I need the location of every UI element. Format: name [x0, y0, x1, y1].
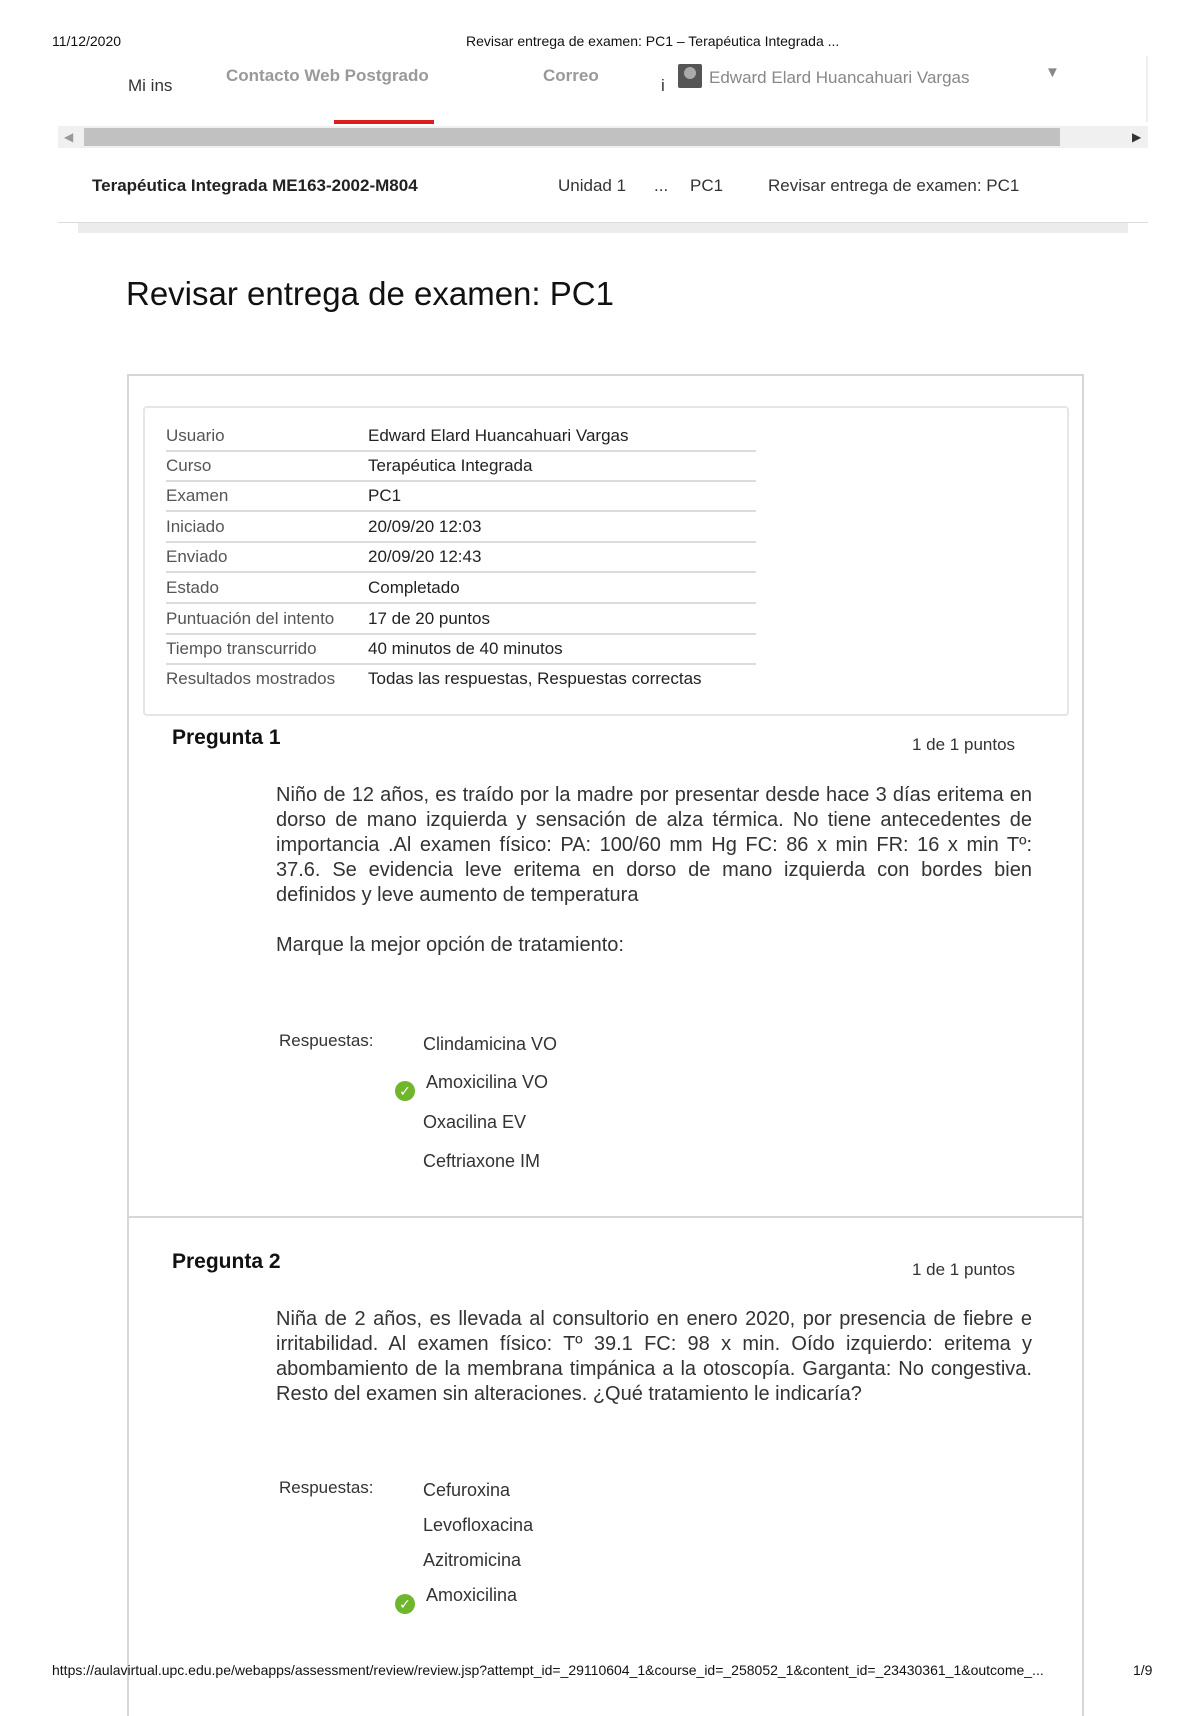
info-value: 20/09/20 12:03 — [368, 517, 482, 536]
info-value: Completado — [368, 578, 460, 597]
info-label: Puntuación del intento — [166, 609, 335, 628]
active-nav-underline — [334, 120, 434, 124]
answer-option: Cefuroxina — [423, 1480, 511, 1500]
info-row-estado — [166, 573, 756, 604]
info-row-enviado — [166, 542, 756, 573]
info-value: Edward Elard Huancahuari Vargas — [368, 426, 629, 445]
scroll-left-icon[interactable]: ◀ — [64, 130, 74, 144]
question-2-points: 1 de 1 puntos — [912, 1260, 1016, 1279]
info-row-resultados — [166, 664, 756, 693]
info-row-usuario — [166, 421, 756, 452]
info-row-puntuacion — [166, 604, 756, 635]
info-label: Tiempo transcurrido — [166, 639, 317, 658]
answer-option: Oxacilina EV — [423, 1112, 527, 1132]
correct-check-icon: ✓ — [395, 1081, 415, 1101]
info-label: Curso — [166, 456, 212, 475]
answer-option-correct: Amoxicilina VO — [426, 1072, 549, 1092]
info-row-curso — [166, 451, 756, 482]
question-divider — [127, 1216, 1082, 1218]
answer-option: Azitromicina — [423, 1550, 522, 1570]
info-label: Iniciado — [166, 517, 225, 536]
breadcrumb-current: Revisar entrega de examen: PC1 — [768, 176, 1020, 195]
breadcrumb — [58, 162, 1148, 223]
answer-option: Clindamicina VO — [423, 1034, 558, 1054]
content-top-bar — [78, 223, 1128, 233]
info-row-tiempo — [166, 634, 756, 665]
info-label: Enviado — [166, 547, 228, 566]
nav-info-marker: i — [661, 76, 665, 95]
scrollbar-thumb[interactable] — [84, 128, 1060, 146]
question-1-title: Pregunta 1 — [172, 726, 281, 749]
question-2-text: Niña de 2 años, es llevada al consultorio en enero 2020, por presencia de fiebre e irritabilidad. Al examen físico: Tº 39.1 FC: 98 x min. Oído izquierdo: eritema y abombamiento de la membrana timpánica a la otoscopía. Garganta: No congestiva. Resto del examen sin alteraciones. ¿Qué tratamiento le indicaría? — [276, 1308, 1032, 1405]
info-value: 20/09/20 12:43 — [368, 547, 482, 566]
nav-edge — [1146, 56, 1148, 122]
info-value: PC1 — [368, 486, 402, 505]
correct-check-icon: ✓ — [395, 1594, 415, 1614]
breadcrumb-course[interactable]: Terapéutica Integrada ME163-2002-M804 — [92, 176, 418, 195]
nav-contacto-web-postgrado[interactable]: Contacto Web Postgrado — [226, 66, 429, 85]
breadcrumb-ellipsis[interactable]: ... — [654, 176, 669, 195]
info-label: Resultados mostrados — [166, 669, 336, 688]
question-2-answers-label: Respuestas: — [279, 1478, 374, 1497]
scroll-right-icon[interactable]: ▶ — [1132, 130, 1142, 144]
breadcrumb-unit[interactable]: Unidad 1 — [558, 176, 627, 195]
info-row-iniciado — [166, 512, 756, 543]
info-value: 17 de 20 puntos — [368, 609, 490, 628]
nav-user-name[interactable]: Edward Elard Huancahuari Vargas — [709, 68, 970, 87]
info-value: Terapéutica Integrada — [368, 456, 533, 475]
question-1-answers-label: Respuestas: — [279, 1031, 374, 1050]
info-row-examen — [166, 481, 756, 512]
answer-option-correct: Amoxicilina — [426, 1585, 518, 1605]
page-title: Revisar entrega de examen: PC1 — [126, 275, 614, 312]
nav-mi-institucion[interactable]: Mi ins — [128, 76, 173, 95]
avatar[interactable] — [678, 64, 702, 88]
answer-option: Levofloxacina — [423, 1515, 534, 1535]
info-label: Usuario — [166, 426, 225, 445]
breadcrumb-pc[interactable]: PC1 — [690, 176, 724, 195]
question-1-points: 1 de 1 puntos — [912, 735, 1016, 754]
print-footer-page: 1/9 — [1133, 1662, 1153, 1678]
info-label: Estado — [166, 578, 219, 597]
question-1-prompt: Marque la mejor opción de tratamiento: — [276, 934, 624, 956]
print-title: Revisar entrega de examen: PC1 – Terapéutica Integrada ... — [466, 33, 840, 49]
chevron-down-icon[interactable]: ▼ — [1045, 64, 1060, 81]
question-2-title: Pregunta 2 — [172, 1250, 281, 1273]
info-label: Examen — [166, 486, 229, 505]
question-1-text: Niño de 12 años, es traído por la madre por presentar desde hace 3 días eritema en dorso de mano izquierda y sensación de alza térmica. No tiene antecedentes de importancia .Al examen físico: PA: 100/60 mm Hg FC: 86 x min FR: 16 x min Tº: 37.6. Se evidencia leve eritema en dorso de mano izquierda con bordes bien definidos y leve aumento de temperatura — [276, 784, 1032, 906]
info-value: Todas las respuestas, Respuestas correctas — [368, 669, 702, 688]
info-value: 40 minutos de 40 minutos — [368, 639, 563, 658]
nav-correo[interactable]: Correo — [543, 66, 599, 85]
print-footer-url: https://aulavirtual.upc.edu.pe/webapps/assessment/review/review.jsp?attempt_id=_29110604_1&course_id=_258052_1&content_id=_23430361_1&outcome_... — [52, 1662, 1044, 1678]
print-date: 11/12/2020 — [52, 33, 122, 49]
answer-option: Ceftriaxone IM — [423, 1151, 541, 1171]
top-navigation — [58, 56, 1148, 122]
